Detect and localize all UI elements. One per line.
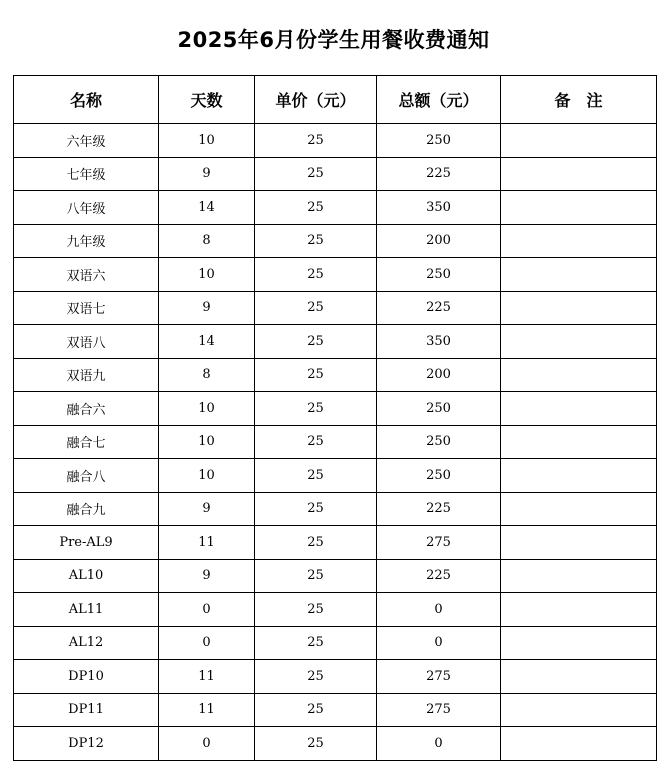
cell-note [501, 191, 657, 225]
cell-total: 250 [377, 425, 501, 459]
table-row [14, 325, 657, 359]
cell-note [501, 526, 657, 560]
cell-days: 9 [159, 291, 255, 325]
cell-name: 六年级 [14, 124, 159, 158]
cell-days: 9 [159, 157, 255, 191]
table-row [14, 392, 657, 426]
cell-note [501, 693, 657, 727]
cell-total: 350 [377, 191, 501, 225]
cell-total: 225 [377, 492, 501, 526]
cell-days: 9 [159, 492, 255, 526]
cell-note [501, 459, 657, 493]
cell-name: 八年级 [14, 191, 159, 225]
table-row [14, 258, 657, 292]
cell-total: 225 [377, 291, 501, 325]
cell-total: 250 [377, 459, 501, 493]
table-header-row [14, 76, 657, 124]
cell-name: Pre-AL9 [14, 526, 159, 560]
cell-note [501, 325, 657, 359]
table-row [14, 626, 657, 660]
cell-name: DP10 [14, 660, 159, 694]
cell-note [501, 626, 657, 660]
table-row [14, 727, 657, 761]
table-body [14, 124, 657, 761]
cell-unit-price: 25 [255, 392, 377, 426]
cell-note [501, 660, 657, 694]
cell-note [501, 392, 657, 426]
cell-unit-price: 25 [255, 124, 377, 158]
cell-days: 10 [159, 425, 255, 459]
cell-name: DP12 [14, 727, 159, 761]
cell-days: 10 [159, 124, 255, 158]
cell-unit-price: 25 [255, 325, 377, 359]
cell-name: DP11 [14, 693, 159, 727]
cell-unit-price: 25 [255, 459, 377, 493]
cell-unit-price: 25 [255, 526, 377, 560]
table-row [14, 157, 657, 191]
cell-name: AL12 [14, 626, 159, 660]
cell-name: 双语六 [14, 258, 159, 292]
cell-note [501, 727, 657, 761]
table-row [14, 593, 657, 627]
table-row [14, 124, 657, 158]
cell-unit-price: 25 [255, 693, 377, 727]
cell-total: 200 [377, 358, 501, 392]
cell-total: 250 [377, 258, 501, 292]
cell-unit-price: 25 [255, 626, 377, 660]
cell-days: 0 [159, 727, 255, 761]
meal-fee-table [13, 75, 657, 761]
cell-days: 0 [159, 593, 255, 627]
cell-unit-price: 25 [255, 492, 377, 526]
cell-name: 融合七 [14, 425, 159, 459]
cell-name: AL11 [14, 593, 159, 627]
cell-days: 9 [159, 559, 255, 593]
cell-total: 250 [377, 392, 501, 426]
cell-name: 融合八 [14, 459, 159, 493]
table-row [14, 191, 657, 225]
header-name: 名称 [14, 76, 159, 124]
cell-total: 350 [377, 325, 501, 359]
cell-name: 九年级 [14, 224, 159, 258]
cell-total: 0 [377, 593, 501, 627]
table-row [14, 358, 657, 392]
cell-unit-price: 25 [255, 358, 377, 392]
cell-days: 11 [159, 693, 255, 727]
cell-unit-price: 25 [255, 425, 377, 459]
cell-name: AL10 [14, 559, 159, 593]
header-note: 备 注 [501, 76, 657, 124]
cell-unit-price: 25 [255, 258, 377, 292]
cell-days: 8 [159, 224, 255, 258]
cell-total: 225 [377, 157, 501, 191]
cell-note [501, 559, 657, 593]
cell-name: 双语七 [14, 291, 159, 325]
table-row [14, 526, 657, 560]
header-total: 总额（元） [377, 76, 501, 124]
cell-name: 双语九 [14, 358, 159, 392]
cell-note [501, 425, 657, 459]
table-row [14, 425, 657, 459]
cell-total: 250 [377, 124, 501, 158]
cell-note [501, 124, 657, 158]
cell-days: 8 [159, 358, 255, 392]
table-row [14, 660, 657, 694]
cell-name: 双语八 [14, 325, 159, 359]
cell-unit-price: 25 [255, 559, 377, 593]
cell-unit-price: 25 [255, 660, 377, 694]
cell-name: 融合六 [14, 392, 159, 426]
cell-total: 200 [377, 224, 501, 258]
cell-note [501, 593, 657, 627]
table-row [14, 459, 657, 493]
cell-days: 0 [159, 626, 255, 660]
cell-name: 七年级 [14, 157, 159, 191]
cell-days: 10 [159, 258, 255, 292]
cell-days: 11 [159, 526, 255, 560]
cell-total: 225 [377, 559, 501, 593]
cell-total: 275 [377, 660, 501, 694]
table-row [14, 492, 657, 526]
cell-unit-price: 25 [255, 191, 377, 225]
cell-unit-price: 25 [255, 291, 377, 325]
table-row [14, 224, 657, 258]
cell-name: 融合九 [14, 492, 159, 526]
header-days: 天数 [159, 76, 255, 124]
cell-unit-price: 25 [255, 157, 377, 191]
page-title: 2025年6月份学生用餐收费通知 [177, 28, 490, 52]
cell-note [501, 358, 657, 392]
cell-total: 275 [377, 693, 501, 727]
cell-unit-price: 25 [255, 593, 377, 627]
cell-unit-price: 25 [255, 727, 377, 761]
cell-days: 10 [159, 392, 255, 426]
cell-days: 14 [159, 325, 255, 359]
header-unit-price: 单价（元） [255, 76, 377, 124]
table-row [14, 291, 657, 325]
cell-note [501, 224, 657, 258]
table-row [14, 693, 657, 727]
cell-days: 11 [159, 660, 255, 694]
cell-total: 0 [377, 727, 501, 761]
cell-days: 10 [159, 459, 255, 493]
cell-note [501, 492, 657, 526]
cell-days: 14 [159, 191, 255, 225]
table-row [14, 559, 657, 593]
cell-total: 275 [377, 526, 501, 560]
cell-note [501, 258, 657, 292]
cell-unit-price: 25 [255, 224, 377, 258]
cell-note [501, 157, 657, 191]
cell-total: 0 [377, 626, 501, 660]
cell-note [501, 291, 657, 325]
